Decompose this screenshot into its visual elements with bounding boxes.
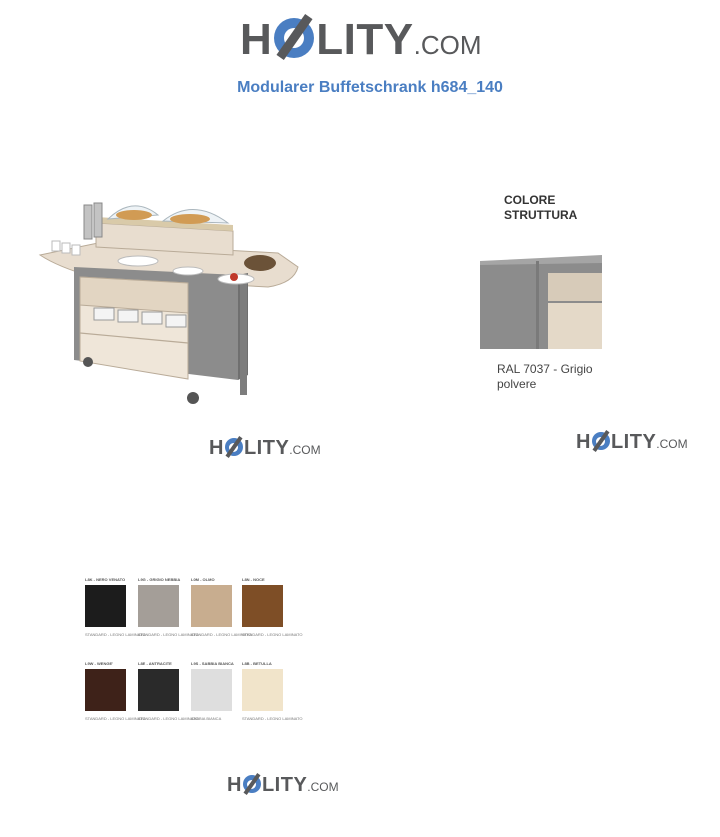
holity-logo[interactable] (240, 14, 482, 65)
holity-logo-small-3[interactable] (227, 773, 339, 797)
finish-label: L0M - OLMO (191, 577, 215, 582)
logo-domain: .COM (307, 780, 339, 794)
logo-letter-h: H (576, 431, 591, 453)
logo-domain: .COM (413, 30, 482, 60)
finish-label: L9W - WENGE' (85, 661, 114, 666)
finish-color (85, 669, 126, 711)
logo-letters-lity: LITY (261, 774, 308, 796)
logo-domain: .COM (289, 443, 321, 457)
finish-sub: STANDARD - LEGNO LAMINATO (242, 716, 303, 721)
logo-o-icon (225, 438, 243, 456)
finish-color (191, 669, 232, 711)
finish-sub: STANDARD - LEGNO LAMINATO (242, 632, 303, 637)
finish-sub: SABBIA BIANCA (191, 716, 222, 721)
finish-swatch-item[interactable] (242, 577, 302, 637)
structure-sample-image (480, 255, 602, 349)
finish-swatch-item[interactable] (242, 661, 302, 721)
finish-color (242, 585, 283, 627)
finish-swatch-item[interactable] (85, 661, 145, 721)
structure-color-swatch (480, 255, 602, 349)
finish-swatch-item[interactable] (85, 577, 145, 637)
holity-logo-small-2[interactable] (576, 430, 688, 454)
finish-color (85, 585, 126, 627)
logo-domain: .COM (656, 437, 688, 451)
logo-o-icon (274, 18, 314, 58)
finish-swatch-item[interactable] (138, 661, 198, 721)
finish-label: L9S - SABBIA BIANCA (191, 661, 234, 666)
logo-letters-lity: LITY (243, 437, 290, 459)
finish-sub: STANDARD - LEGNO LAMINATO (138, 632, 199, 637)
color-caption: RAL 7037 - Grigio polvere (497, 362, 593, 391)
logo-letters-lity: LITY (610, 431, 657, 453)
finish-label: L8B - BETULLA (242, 661, 272, 666)
finish-label: L8N - NOCE (242, 577, 265, 582)
logo-o-icon (592, 432, 610, 450)
colore-struttura-heading: COLORE STRUTTURA (504, 193, 578, 222)
finish-sub: STANDARD - LEGNO LAMINATO (138, 716, 199, 721)
logo-o-icon (243, 775, 261, 793)
finish-swatch-item[interactable] (138, 577, 198, 637)
page-title: Modularer Buffetschrank h684_140 (237, 79, 503, 96)
finish-sub: STANDARD - LEGNO LAMINATO (85, 716, 146, 721)
finish-color (242, 669, 283, 711)
finish-label: L9G - GRIGIO NEBBIA (138, 577, 181, 582)
finish-sub: STANDARD - LEGNO LAMINATO (191, 632, 252, 637)
logo-letters-lity: LITY (316, 15, 414, 64)
finish-color (191, 585, 232, 627)
finish-sub: STANDARD - LEGNO LAMINATO (85, 632, 146, 637)
finish-color (138, 585, 179, 627)
logo-letter-h: H (227, 774, 242, 796)
finish-color (138, 669, 179, 711)
finish-label: L8E - ANTRACITE (138, 661, 172, 666)
holity-logo-small-1[interactable] (209, 436, 321, 460)
logo-letter-h: H (240, 15, 273, 64)
finish-label: L8K - NERO VENATO (85, 577, 126, 582)
logo-letter-h: H (209, 437, 224, 459)
buffet-cabinet-image (38, 195, 300, 407)
